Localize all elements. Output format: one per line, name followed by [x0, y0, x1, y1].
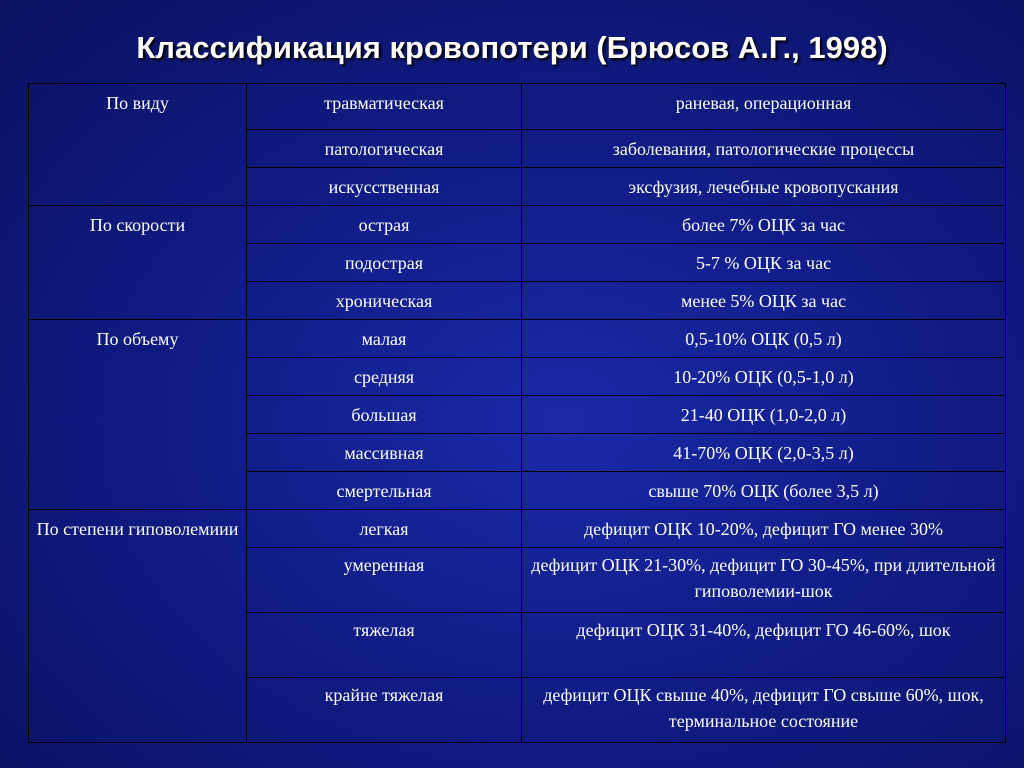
table-row — [29, 320, 1006, 358]
type-cell: средняя — [247, 358, 522, 396]
desc-cell: дефицит ОЦК 10-20%, дефицит ГО менее 30% — [522, 510, 1006, 548]
type-cell: хроническая — [247, 282, 522, 320]
table-row — [29, 84, 1006, 130]
table-row — [29, 206, 1006, 244]
desc-cell: менее 5% ОЦК за час — [522, 282, 1006, 320]
group-label: По объему — [29, 320, 247, 510]
group-label: По виду — [29, 84, 247, 206]
desc-cell: эксфузия, лечебные кровопускания — [522, 168, 1006, 206]
type-cell: смертельная — [247, 472, 522, 510]
type-cell: большая — [247, 396, 522, 434]
type-cell: тяжелая — [247, 613, 522, 678]
desc-cell: дефицит ОЦК 21-30%, дефицит ГО 30-45%, при длительной гиповолемии-шок — [522, 548, 1006, 613]
desc-cell: дефицит ОЦК 31-40%, дефицит ГО 46-60%, шок — [522, 613, 1006, 678]
desc-cell: 0,5-10% ОЦК (0,5 л) — [522, 320, 1006, 358]
desc-cell: свыше 70% ОЦК (более 3,5 л) — [522, 472, 1006, 510]
group-label: По степени гиповолемиии — [29, 510, 247, 743]
desc-cell: 21-40 ОЦК (1,0-2,0 л) — [522, 396, 1006, 434]
type-cell: малая — [247, 320, 522, 358]
desc-cell: более 7% ОЦК за час — [522, 206, 1006, 244]
desc-cell: 10-20% ОЦК (0,5-1,0 л) — [522, 358, 1006, 396]
type-cell: подострая — [247, 244, 522, 282]
type-cell: искусственная — [247, 168, 522, 206]
type-cell: умеренная — [247, 548, 522, 613]
classification-table — [28, 83, 1006, 743]
desc-cell: заболевания, патологические процессы — [522, 130, 1006, 168]
type-cell: массивная — [247, 434, 522, 472]
type-cell: легкая — [247, 510, 522, 548]
desc-cell: раневая, операционная — [522, 84, 1006, 130]
desc-cell: 41-70% ОЦК (2,0-3,5 л) — [522, 434, 1006, 472]
group-label: По скорости — [29, 206, 247, 320]
type-cell: острая — [247, 206, 522, 244]
table-row — [29, 510, 1006, 548]
slide-title: Классификация кровопотери (Брюсов А.Г., 1998) — [136, 30, 888, 65]
type-cell: крайне тяжелая — [247, 678, 522, 743]
desc-cell: 5-7 % ОЦК за час — [522, 244, 1006, 282]
desc-cell: дефицит ОЦК свыше 40%, дефицит ГО свыше 60%, шок, терминальное состояние — [522, 678, 1006, 743]
type-cell: патологическая — [247, 130, 522, 168]
type-cell: травматическая — [247, 84, 522, 130]
